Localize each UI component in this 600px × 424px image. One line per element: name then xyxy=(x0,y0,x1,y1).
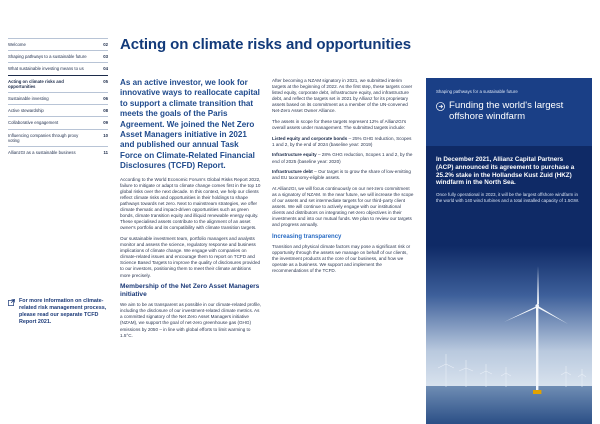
body-paragraph: We aim to be as transparent as possible in our climate-related profile, including the disclosure of our investment-related climate metrics. As a committed signatory of the Net Zero Asset Managers initiative (NZAM), we support the goal of net-zero greenhouse gas (GHG) emissions by 2050 – in line with global efforts to limit warming to 1.5°C. xyxy=(120,302,262,338)
nav-label: AllianzGI as a sustainable business xyxy=(8,150,76,156)
body-paragraph: The assets in scope for these targets represent 12% of AllianzGI's overall assets under management. The submitted targets include: xyxy=(272,119,407,131)
nav-item-proxy-voting[interactable] xyxy=(8,129,108,146)
for-more-text: For more information on climate-related risk management process, please read our separate TCFD Report 2021. xyxy=(19,298,107,325)
nav-page-number: 06 xyxy=(103,96,108,102)
nav-item-what-sustainable-investing[interactable] xyxy=(8,62,108,74)
body-paragraph: Transition and physical climate factors may pose a significant risk or opportunity through the assets we manage on behalf of our clients, the investment products at the core of our business, and how we operate as a business. We support and implement the recommendations of the TCFD. xyxy=(272,243,411,274)
offshore-windfarm-photo xyxy=(426,246,592,424)
windfarm-case-study xyxy=(426,78,592,424)
nav-item-shaping-pathways[interactable] xyxy=(8,50,108,62)
target-text: – 25% GHG reduction, Scopes 1 and 2, by the end of 2024 (baseline year: 2019) xyxy=(272,135,412,147)
nav-label: Collaborative engagement xyxy=(8,120,59,126)
nav-item-active-stewardship[interactable] xyxy=(8,104,108,116)
target-text: – 28% GHG reduction, Scopes 1 and 2, by the end of 2025 (baseline year: 2020) xyxy=(272,152,413,164)
panel-text: Once fully operational in 2023, it will be the largest offshore windfarm in the world with 140 wind turbines and a total installed capacity of 1.5GW. xyxy=(436,192,580,204)
target-item xyxy=(272,169,415,181)
nav-label: Welcome xyxy=(8,42,26,47)
nav-page-number: 02 xyxy=(103,42,108,47)
nav-page-number: 05 xyxy=(103,78,108,84)
column-left xyxy=(120,78,262,343)
nav-label: Shaping pathways to a sustainable future xyxy=(8,54,87,60)
section-heading: Increasing transparency xyxy=(272,233,342,240)
nav-label: Influencing companies through proxy voting xyxy=(8,132,79,143)
external-link-icon xyxy=(8,299,15,306)
target-item xyxy=(272,152,415,164)
panel-lead: In December 2021, Allianz Capital Partners (ACP) announced its agreement to purchase a 25.2% stake in the Hollandse Kust Zuid (HKZ) windfarm in the North Sea. xyxy=(436,156,575,187)
target-label: Listed equity and corporate bonds xyxy=(272,135,348,141)
lead-paragraph: As an active investor, we look for innovative ways to reallocate capital to support a climate transition that meets the goals of the Paris Agreement. We joined the Net Zero Asset Managers initiative in 2021 and published our annual Task Force on Climate-Related Financial Disclosures (TCFD) Report. xyxy=(120,78,260,171)
nav-page-number: 03 xyxy=(103,54,108,60)
nav-page-number: 04 xyxy=(103,66,108,72)
target-item xyxy=(272,136,415,148)
nav-label: Sustainable investing xyxy=(8,96,49,102)
section-heading: Membership of the Net Zero Asset Managers initiative xyxy=(120,283,260,299)
nav-item-collaborative-engagement[interactable] xyxy=(8,116,108,128)
body-paragraph: After becoming a NZAM signatory in 2021, we submitted interim targets at the beginning of 2022. As the first step, these targets cover listed equity, corporate debt, infrastructure equity, and infrastructure debt, and reflect the targets set in 2021 by Allianz for its proprietary assets based on its commitment as a member of the UN-convened Net-Zero Asset Owner Alliance. xyxy=(272,78,413,114)
column-middle xyxy=(272,78,415,279)
panel-header xyxy=(426,78,592,146)
nav-label: What sustainable investing means to us xyxy=(8,66,84,72)
nav-label: Acting on climate risks and opportunities xyxy=(8,78,64,89)
nav-item-acting-on-climate[interactable] xyxy=(8,75,108,92)
nav-item-sustainable-investing[interactable] xyxy=(8,92,108,104)
sidebar-nav xyxy=(8,38,108,158)
nav-page-number: 09 xyxy=(103,120,108,126)
target-label: Infrastructure equity xyxy=(272,152,317,158)
arrow-right-icon xyxy=(436,102,445,111)
nav-page-number: 08 xyxy=(103,108,108,114)
body-paragraph: According to the World Economic Forum's Global Risks Report 2022, failure to mitigate or adapt to climate change comes first in the top 10 global risks over the next decade. In this context, we help our clients reflect climate risks and opportunities in their holdings to shape pathways towards net zero. Next to mainstream strategies, we offer climate thematic and impact-driven opportunities such as green bonds, climate transition equity and illiquid renewable energy equity. These specialised assets contribute to the alignment of an asset owner's portfolio and its compatibility with climate transition targets. xyxy=(120,176,261,231)
panel-title: Funding the world's largest offshore windfarm xyxy=(449,100,564,123)
page-title: Acting on climate risks and opportunities xyxy=(120,36,411,53)
tcfd-report-link[interactable] xyxy=(8,298,108,326)
target-label: Infrastructure debt xyxy=(272,169,313,175)
nav-label: Active stewardship xyxy=(8,108,44,114)
body-paragraph: Our sustainable investment team, portfolio managers and analysts monitor and assess the science, regulatory response and business implications of climate change. We engage with companies on climate-related issues and encourage them to report on TCFD and Science Based Targets to improve the quality of disclosures provided to our investors, positioning them to meet their climate ambitions more precisely. xyxy=(120,236,261,278)
nav-page-number: 11 xyxy=(103,150,108,156)
nav-page-number: 10 xyxy=(103,132,108,138)
panel-tag: Shaping pathways for a sustainable future xyxy=(436,89,518,94)
nav-item-allianzgi-sustainable-business[interactable] xyxy=(8,146,108,158)
body-paragraph: At AllianzGI, we will focus continuously on our net-zero commitment as a signatory of NZAM. In the near future, we will increase the scope of our assets and set intermediate targets for our third-party client assets. We will continue to actively engage with our institutional clients and distributors on integrating net-zero objectives in their investments and into our mutual funds. We plan to review our targets and progress annually. xyxy=(272,185,414,228)
target-text: – Our target is to grow the share of low-emitting and EU taxonomy-eligible assets. xyxy=(272,169,411,181)
nav-item-welcome[interactable] xyxy=(8,38,108,50)
panel-heading-row xyxy=(436,100,582,123)
